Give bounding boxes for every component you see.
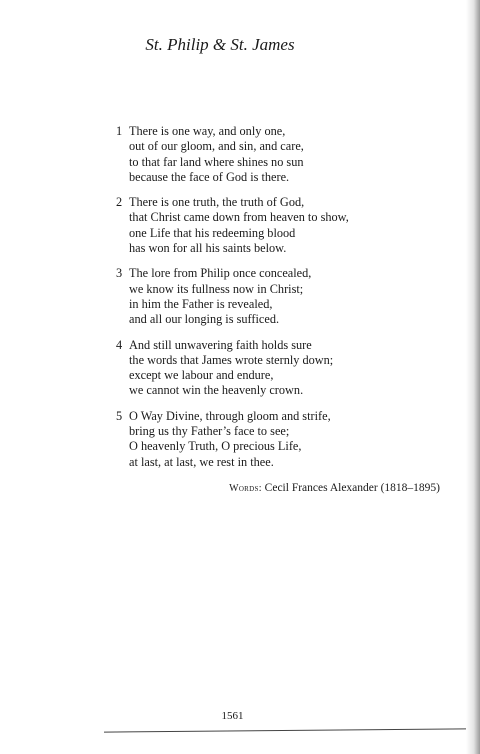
verse-2 xyxy=(116,195,349,256)
verse-lines xyxy=(129,266,311,327)
verse-line: one Life that his redeeming blood xyxy=(129,225,296,240)
bottom-rule xyxy=(104,728,466,732)
verse-line: we cannot win the heavenly crown. xyxy=(129,383,304,398)
verse-3 xyxy=(116,266,349,327)
verse-line: that Christ came down from heaven to show, xyxy=(129,210,349,225)
verse-lines xyxy=(129,195,349,256)
verse-number: 2 xyxy=(116,195,123,210)
verse-line: because the face of God is there. xyxy=(129,169,290,184)
verse-number: 3 xyxy=(116,266,123,281)
verse-line: bring us thy Father’s face to see; xyxy=(129,424,290,439)
page-edge-shadow xyxy=(466,0,480,754)
verse-lines xyxy=(129,409,331,470)
verse-line: The lore from Philip once concealed, xyxy=(129,266,312,281)
verse-number: 5 xyxy=(116,408,123,423)
hymn-verses xyxy=(116,124,349,480)
verse-1 xyxy=(116,124,349,185)
verse-line: the words that James wrote sternly down; xyxy=(129,352,334,367)
page-title: St. Philip & St. James xyxy=(145,35,295,54)
verse-number: 1 xyxy=(116,124,123,138)
verse-number: 4 xyxy=(116,337,123,352)
verse-line: And still unwavering faith holds sure xyxy=(129,337,312,352)
verse-line: out of our gloom, and sin, and care, xyxy=(129,139,304,154)
verse-line: to that far land where shines no sun xyxy=(129,154,304,169)
verse-lines xyxy=(129,124,304,185)
verse-line: O Way Divine, through gloom and strife, xyxy=(129,408,331,423)
verse-lines xyxy=(129,338,333,399)
verse-5 xyxy=(116,409,349,470)
verse-line: at last, at last, we rest in thee. xyxy=(129,454,274,469)
verse-line: except we labour and endure, xyxy=(129,368,274,383)
credit-author: Cecil Frances Alexander (1818–1895) xyxy=(264,482,440,494)
verse-line: in him the Father is revealed, xyxy=(129,296,273,311)
verse-line: and all our longing is sufficed. xyxy=(129,312,280,327)
verse-line: O heavenly Truth, O precious Life, xyxy=(129,439,302,454)
verse-4 xyxy=(116,338,349,399)
verse-line: There is one truth, the truth of God, xyxy=(129,195,305,210)
words-credit xyxy=(229,482,440,494)
verse-line: we know its fullness now in Christ; xyxy=(129,281,304,296)
verse-line: has won for all his saints below. xyxy=(129,241,287,256)
credit-label: Words: xyxy=(229,483,262,494)
verse-line: There is one way, and only one, xyxy=(129,124,286,138)
page-number: 1561 xyxy=(221,710,244,722)
